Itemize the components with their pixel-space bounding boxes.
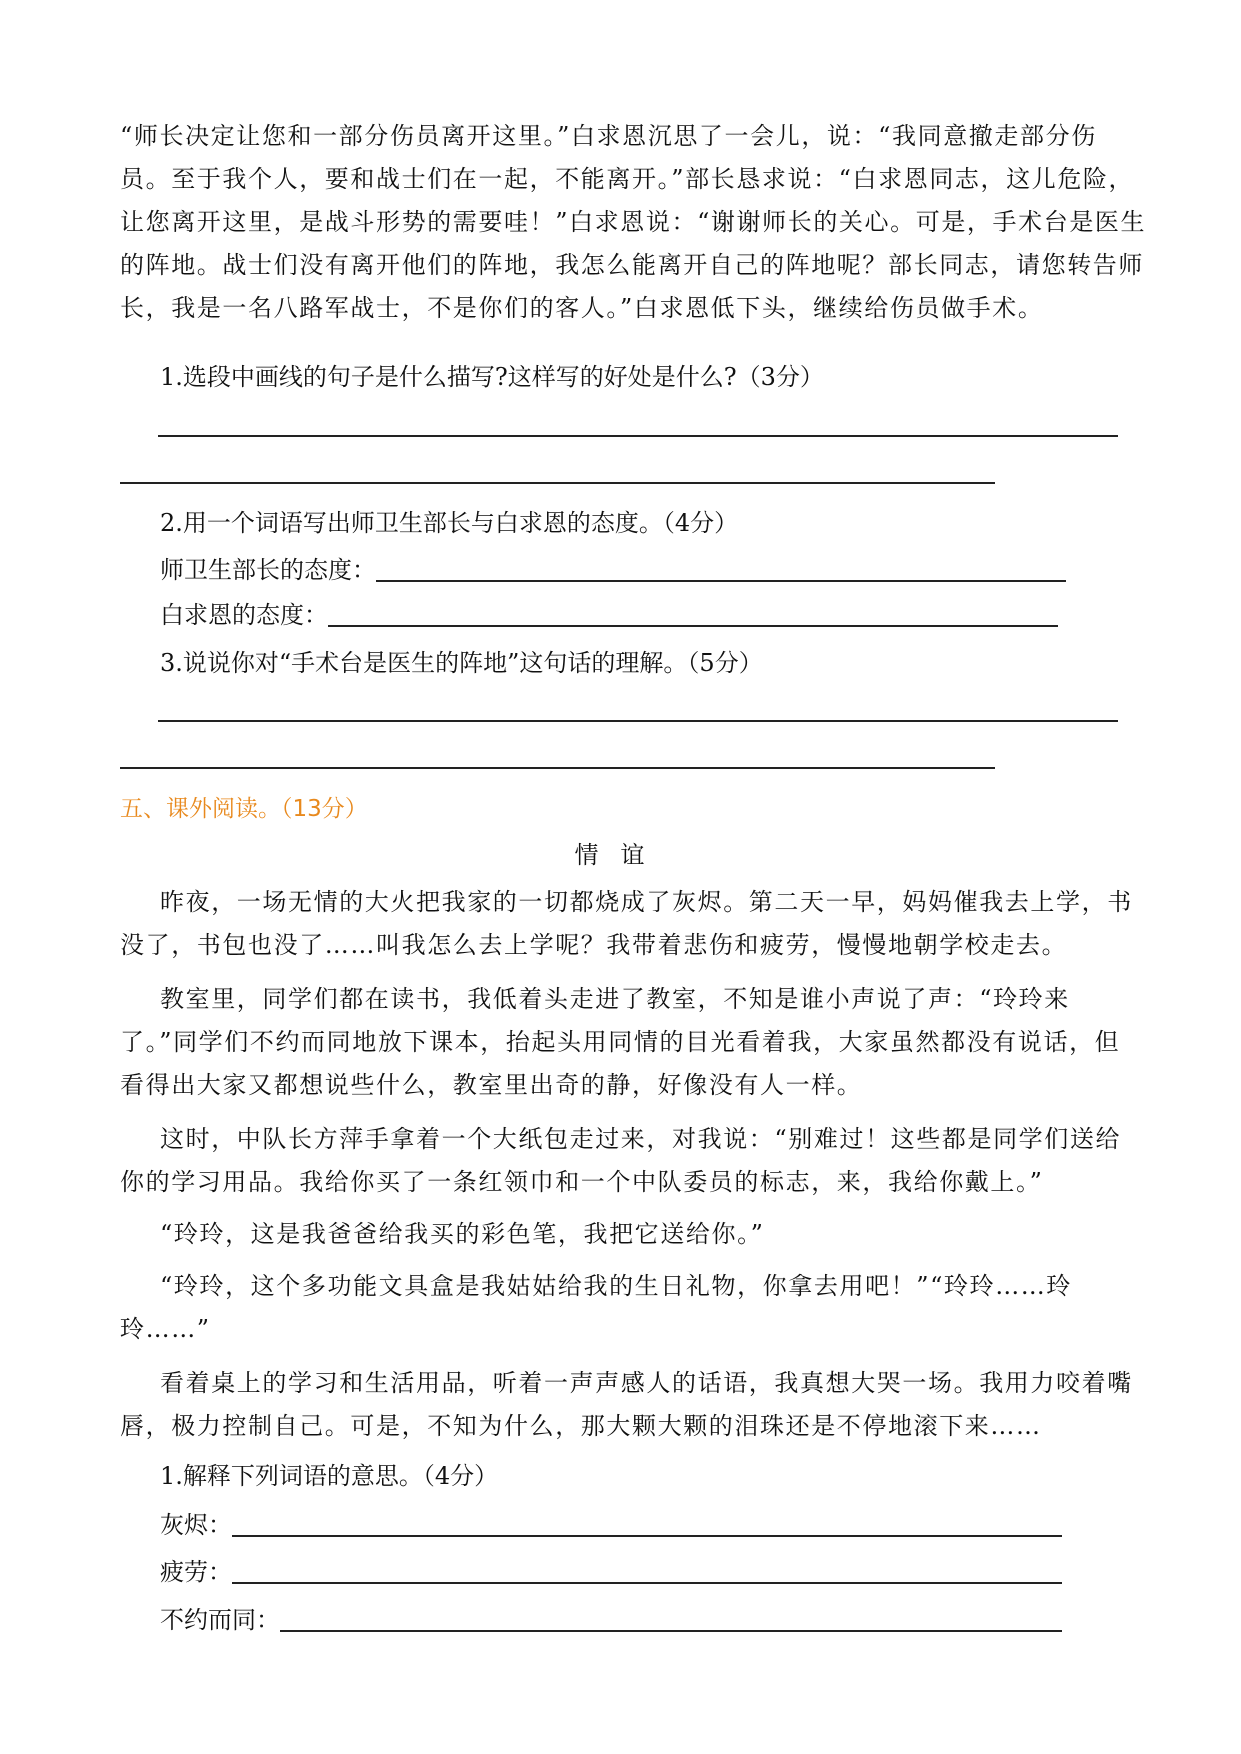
story-p1-line-2: 没了，书包也没了……叫我怎么去上学呢？我带着悲伤和疲劳，慢慢地朝学校走去。: [120, 931, 1068, 959]
story-p2-line-3: 看得出大家又都想说些什么，教室里出奇的静，好像没有人一样。: [120, 1071, 863, 1099]
answer-line-q3-b[interactable]: [120, 767, 995, 769]
answer-blank-word-2[interactable]: [232, 1560, 1062, 1584]
word-row-2: [160, 1557, 1062, 1587]
answer-blank-word-1[interactable]: [232, 1513, 1062, 1537]
question-3: 3.说说你对“手术台是医生的阵地”这句话的理解。（5分）: [160, 649, 763, 677]
q2-label-minister: 师卫生部长的态度：: [160, 556, 376, 584]
story-p2-line-1: 教室里，同学们都在读书，我低着头走进了教室，不知是谁小声说了声：“玲玲来: [160, 985, 1070, 1013]
story-p1-line-1: 昨夜，一场无情的大火把我家的一切都烧成了灰烬。第二天一早，妈妈催我去上学，书: [160, 888, 1133, 916]
passage1-line-2: 员。至于我个人，要和战士们在一起，不能离开。”部长恳求说：“白求恩同志，这儿危险，: [120, 165, 1135, 193]
word-label-1: 灰烬：: [160, 1511, 232, 1539]
passage1-line-3: 让您离开这里，是战斗形势的需要哇！”白求恩说：“谢谢师长的关心。可是，手术台是医生: [120, 208, 1147, 236]
story-p6-line-2: 唇，极力控制自己。可是，不知为什么，那大颗大颗的泪珠还是不停地滚下来……: [120, 1412, 1042, 1440]
answer-blank-bethune[interactable]: [328, 603, 1058, 627]
q2-row-bethune: [160, 600, 1058, 630]
answer-line-q3-a[interactable]: [158, 720, 1118, 722]
answer-line-q1-a[interactable]: [158, 435, 1118, 437]
passage1-line-4: 的阵地。战士们没有离开他们的阵地，我怎么能离开自己的阵地呢？部长同志，请您转告师: [120, 251, 1144, 279]
word-row-1: [160, 1510, 1062, 1540]
story-p3-line-1: 这时，中队长方萍手拿着一个大纸包走过来，对我说：“别难过！这些都是同学们送给: [160, 1125, 1122, 1153]
answer-blank-word-3[interactable]: [280, 1608, 1062, 1632]
word-label-3: 不约而同：: [160, 1606, 280, 1634]
section-5-heading: 五、课外阅读。（13分）: [120, 796, 368, 822]
word-row-3: [160, 1605, 1062, 1635]
answer-line-q1-b[interactable]: [120, 482, 995, 484]
story-p5-line-1: “玲玲，这个多功能文具盒是我姑姑给我的生日礼物，你拿去用吧！”“玲玲……玲: [160, 1272, 1073, 1300]
question-2: 2.用一个词语写出师卫生部长与白求恩的态度。（4分）: [160, 509, 739, 537]
story-title: 情谊: [574, 841, 667, 869]
passage1-line-5: 长，我是一名八路军战士，不是你们的客人。”白求恩低下头，继续给伤员做手术。: [120, 294, 1044, 322]
story-p2-line-2: 了。”同学们不约而同地放下课本，抬起头用同情的目光看着我，大家虽然都没有说话，但: [120, 1028, 1121, 1056]
q2-label-bethune: 白求恩的态度：: [160, 601, 328, 629]
story-p5-line-2: 玲……”: [120, 1315, 211, 1343]
question-1: 1.选段中画线的句子是什么描写?这样写的好处是什么?（3分）: [160, 363, 824, 391]
section5-question-1: 1.解释下列词语的意思。（4分）: [160, 1462, 499, 1490]
passage1-line-1: “师长决定让您和一部分伤员离开这里。”白求恩沉思了一会儿，说：“我同意撤走部分伤: [120, 122, 1097, 150]
word-label-2: 疲劳：: [160, 1558, 232, 1586]
answer-blank-minister[interactable]: [376, 558, 1066, 582]
story-p6-line-1: 看着桌上的学习和生活用品，听着一声声感人的话语，我真想大哭一场。我用力咬着嘴: [160, 1369, 1133, 1397]
q2-row-minister: [160, 555, 1066, 585]
story-p3-line-2: 你的学习用品。我给你买了一条红领巾和一个中队委员的标志，来，我给你戴上。”: [120, 1168, 1044, 1196]
story-p4-line-1: “玲玲，这是我爸爸给我买的彩色笔，我把它送给你。”: [160, 1220, 765, 1248]
